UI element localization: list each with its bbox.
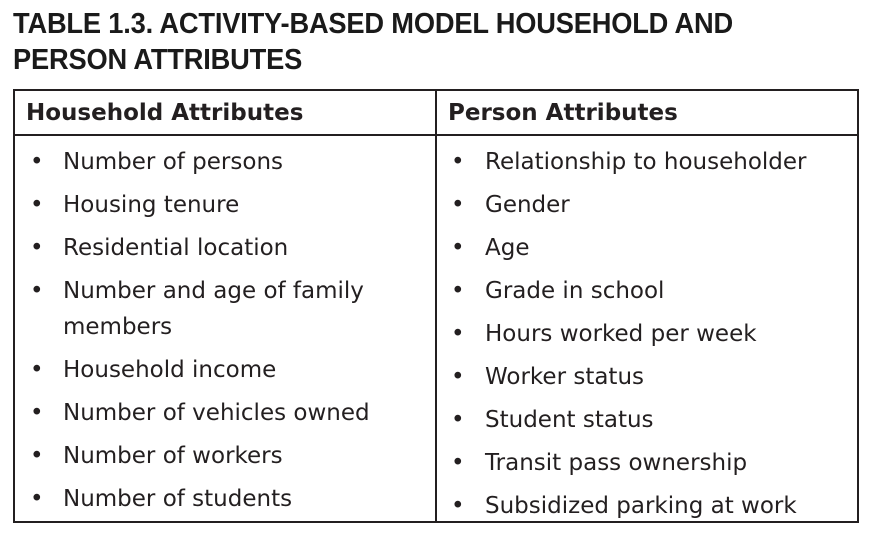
list-item-text: Age xyxy=(485,235,530,261)
household-attributes-column xyxy=(15,91,437,521)
list-item-text: Number of persons xyxy=(63,149,284,175)
table-title: TABLE 1.3. ACTIVITY-BASED MODEL HOUSEHOLD AND PERSON ATTRIBUTES xyxy=(13,8,734,76)
bullet-icon: • xyxy=(30,443,44,469)
bullet-icon: • xyxy=(30,400,44,426)
list-item-text: Household income xyxy=(63,357,277,383)
list-item xyxy=(15,395,435,431)
list-item-text: Student status xyxy=(485,407,654,433)
list-item-text: Grade in school xyxy=(485,278,665,304)
list-item xyxy=(15,352,435,388)
list-item-text: Residential location xyxy=(63,235,289,261)
list-item xyxy=(437,144,857,180)
bullet-icon: • xyxy=(451,235,465,261)
person-attributes-column xyxy=(437,91,857,521)
bullet-icon: • xyxy=(451,493,465,519)
list-item xyxy=(15,481,435,517)
list-item xyxy=(437,488,857,524)
list-item-text: Relationship to householder xyxy=(485,149,807,175)
list-item xyxy=(15,187,435,223)
household-attributes-header: Household Attributes xyxy=(15,91,435,136)
list-item-text: Hours worked per week xyxy=(485,321,757,347)
list-item-text: Worker status xyxy=(485,364,645,390)
bullet-icon: • xyxy=(30,192,44,218)
bullet-icon: • xyxy=(451,364,465,390)
list-item xyxy=(15,438,435,474)
bullet-icon: • xyxy=(451,407,465,433)
bullet-icon: • xyxy=(30,149,44,175)
person-attributes-list xyxy=(437,136,857,524)
list-item xyxy=(437,273,857,309)
list-item-text: Subsidized parking at work xyxy=(485,493,797,519)
list-item xyxy=(437,445,857,481)
bullet-icon: • xyxy=(30,235,44,261)
bullet-icon: • xyxy=(451,450,465,476)
attributes-table xyxy=(13,89,859,523)
list-item-text: Number and age of family members xyxy=(63,278,364,340)
bullet-icon: • xyxy=(451,149,465,175)
bullet-icon: • xyxy=(451,321,465,347)
bullet-icon: • xyxy=(451,278,465,304)
list-item-text: Number of workers xyxy=(63,443,283,469)
list-item-text: Number of vehicles owned xyxy=(63,400,370,426)
list-item-text: Number of students xyxy=(63,486,293,512)
list-item xyxy=(437,359,857,395)
bullet-icon: • xyxy=(30,486,44,512)
bullet-icon: • xyxy=(30,357,44,383)
list-item-text: Transit pass ownership xyxy=(485,450,748,476)
bullet-icon: • xyxy=(451,192,465,218)
list-item xyxy=(15,144,435,180)
list-item xyxy=(15,273,435,345)
list-item-text: Housing tenure xyxy=(63,192,240,218)
household-attributes-list xyxy=(15,136,435,517)
list-item xyxy=(437,187,857,223)
list-item xyxy=(15,230,435,266)
person-attributes-header: Person Attributes xyxy=(437,91,857,136)
list-item xyxy=(437,316,857,352)
bullet-icon: • xyxy=(30,278,44,304)
list-item xyxy=(437,230,857,266)
list-item-text: Gender xyxy=(485,192,570,218)
list-item xyxy=(437,402,857,438)
